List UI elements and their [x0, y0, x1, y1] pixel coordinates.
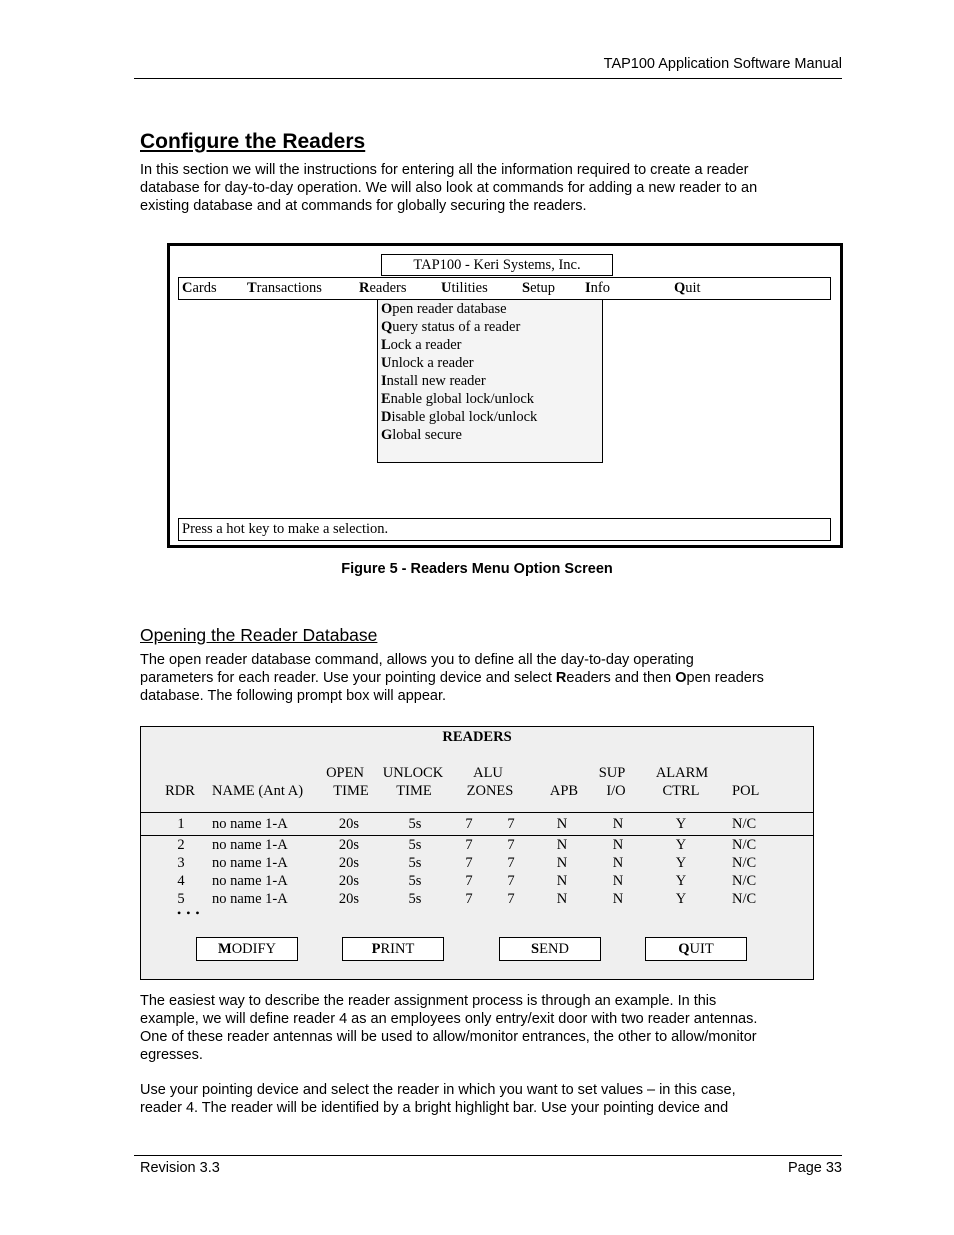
- modify-button[interactable]: MODIFY: [196, 937, 298, 961]
- cell-unlock: 5s: [408, 873, 422, 889]
- cell-open: 20s: [338, 837, 360, 853]
- cell-unlock: 5s: [408, 855, 422, 871]
- cell-alu-b: 7: [507, 816, 515, 832]
- cell-name: no name 1-A: [212, 837, 288, 853]
- cell-rdr: 1: [177, 816, 185, 832]
- intro-line: database for day-to-day operation. We will also look at commands for adding a new reader to an: [140, 180, 758, 196]
- paragraph-line: The open reader database command, allows you to define all the day-to-day operating: [140, 652, 694, 668]
- table-header-divider: [141, 812, 813, 813]
- more-rows-ellipsis: • • •: [177, 906, 201, 920]
- dropdown-item-global-secure[interactable]: Global secure: [381, 427, 462, 443]
- cell-apb: N: [556, 873, 568, 889]
- col-header-unlock: UNLOCK: [382, 765, 444, 781]
- cell-sup: N: [612, 855, 624, 871]
- dropdown-item-unlock-reader[interactable]: Unlock a reader: [381, 355, 474, 371]
- example-paragraph: [140, 992, 830, 1064]
- cell-open: 20s: [338, 891, 360, 907]
- col-header-alu-zones: ZONES: [466, 783, 514, 799]
- dropdown-item-enable-global-lock[interactable]: Enable global lock/unlock: [381, 391, 535, 407]
- cell-rdr: 5: [177, 891, 185, 907]
- cell-apb: N: [556, 855, 568, 871]
- print-button[interactable]: PRINT: [342, 937, 444, 961]
- subsection-heading: Opening the Reader Database: [140, 625, 378, 645]
- menu-item-utilities[interactable]: Utilities: [441, 280, 488, 296]
- dropdown-item-disable-global-lock[interactable]: Disable global lock/unlock: [381, 409, 538, 425]
- cell-alarm: Y: [675, 837, 687, 853]
- table-selected-row-divider: [141, 835, 813, 836]
- cell-unlock: 5s: [408, 891, 422, 907]
- cell-sup: N: [612, 816, 624, 832]
- cell-open: 20s: [338, 816, 360, 832]
- cell-pol: N/C: [732, 837, 757, 853]
- col-header-name: NAME (Ant A): [212, 783, 304, 799]
- pointing-device-paragraph: [140, 1081, 830, 1117]
- cell-apb: N: [556, 816, 568, 832]
- cell-pol: N/C: [732, 816, 757, 832]
- cell-sup: N: [612, 837, 624, 853]
- col-header-sup-io: I/O: [606, 783, 626, 799]
- cell-alarm: Y: [675, 816, 687, 832]
- readers-box-title: READERS: [442, 729, 512, 745]
- paragraph-line: Use your pointing device and select the reader in which you want to set values – in this case,: [140, 1082, 736, 1098]
- dropdown-item-install-new-reader[interactable]: Install new reader: [381, 373, 486, 389]
- dropdown-item-query-status[interactable]: Query status of a reader: [381, 319, 521, 335]
- menu-item-quit[interactable]: Quit: [674, 280, 701, 296]
- paragraph-line: database. The following prompt box will appear.: [140, 688, 447, 704]
- quit-button[interactable]: QUIT: [645, 937, 747, 961]
- window-title: TAP100 - Keri Systems, Inc.: [381, 254, 613, 276]
- footer-revision: Revision 3.3: [140, 1160, 220, 1176]
- footer-page-number: Page 33: [787, 1160, 842, 1176]
- header-rule: [134, 78, 842, 79]
- paragraph-line: reader 4. The reader will be identified by a bright highlight bar. Use your pointing device and: [140, 1100, 729, 1116]
- status-bar: Press a hot key to make a selection.: [178, 518, 831, 541]
- intro-paragraph: [140, 161, 830, 215]
- cell-name: no name 1-A: [212, 855, 288, 871]
- paragraph-line: The easiest way to describe the reader assignment process is through an example. In this: [140, 993, 717, 1009]
- open-database-paragraph: [140, 651, 830, 705]
- menu-bar: [178, 277, 831, 300]
- dropdown-item-lock-reader[interactable]: Lock a reader: [381, 337, 462, 353]
- paragraph-line: example, we will define reader 4 as an employees only entry/exit door with two reader antennas.: [140, 1011, 758, 1027]
- cell-unlock: 5s: [408, 816, 422, 832]
- send-button[interactable]: SEND: [499, 937, 601, 961]
- cell-alu-a: 7: [465, 855, 473, 871]
- cell-alu-b: 7: [507, 855, 515, 871]
- cell-alu-a: 7: [465, 837, 473, 853]
- col-header-sup: SUP: [598, 765, 626, 781]
- readers-dropdown-menu: [377, 299, 603, 463]
- col-header-alu: ALU: [473, 765, 503, 781]
- paragraph-line: parameters for each reader. Use your pointing device and select Readers and then Open readers: [140, 670, 764, 686]
- cell-name: no name 1-A: [212, 816, 288, 832]
- col-header-unlock-time: TIME: [396, 783, 432, 799]
- cell-alu-b: 7: [507, 837, 515, 853]
- col-header-alarm: ALARM: [655, 765, 709, 781]
- cell-alarm: Y: [675, 873, 687, 889]
- cell-alu-a: 7: [465, 891, 473, 907]
- cell-rdr: 3: [177, 855, 185, 871]
- cell-alu-a: 7: [465, 873, 473, 889]
- document-header-title: TAP100 Application Software Manual: [603, 56, 842, 72]
- cell-rdr: 2: [177, 837, 185, 853]
- cell-name: no name 1-A: [212, 891, 288, 907]
- cell-open: 20s: [338, 873, 360, 889]
- cell-sup: N: [612, 873, 624, 889]
- cell-open: 20s: [338, 855, 360, 871]
- cell-alarm: Y: [675, 855, 687, 871]
- section-heading: Configure the Readers: [140, 130, 366, 153]
- col-header-alarm-ctrl: CTRL: [662, 783, 700, 799]
- paragraph-line: One of these reader antennas will be used to allow/monitor entrances, the other to allow/monitor: [140, 1029, 757, 1045]
- dropdown-item-open-reader-database[interactable]: Open reader database: [381, 301, 507, 317]
- menu-item-setup[interactable]: Setup: [522, 280, 556, 296]
- menu-item-transactions[interactable]: Transactions: [247, 280, 322, 296]
- cell-alu-a: 7: [465, 816, 473, 832]
- cell-pol: N/C: [732, 891, 757, 907]
- menu-item-readers[interactable]: Readers: [359, 280, 407, 296]
- col-header-open-time: TIME: [333, 783, 369, 799]
- footer-rule: [134, 1155, 842, 1156]
- cell-name: no name 1-A: [212, 873, 288, 889]
- cell-alu-b: 7: [507, 873, 515, 889]
- cell-alarm: Y: [675, 891, 687, 907]
- cell-unlock: 5s: [408, 837, 422, 853]
- cell-pol: N/C: [732, 855, 757, 871]
- figure-caption: Figure 5 - Readers Menu Option Screen: [341, 561, 613, 577]
- intro-line: In this section we will the instructions for entering all the information required to create a reader: [140, 162, 749, 178]
- cell-apb: N: [556, 891, 568, 907]
- menu-item-info[interactable]: Info: [585, 280, 610, 296]
- col-header-apb: APB: [549, 783, 579, 799]
- cell-apb: N: [556, 837, 568, 853]
- cell-sup: N: [612, 891, 624, 907]
- cell-pol: N/C: [732, 873, 757, 889]
- col-header-open: OPEN: [326, 765, 364, 781]
- cell-alu-b: 7: [507, 891, 515, 907]
- menu-item-cards[interactable]: Cards: [182, 280, 217, 296]
- paragraph-line: egresses.: [140, 1047, 203, 1063]
- cell-rdr: 4: [177, 873, 185, 889]
- col-header-pol: POL: [732, 783, 760, 799]
- col-header-rdr: RDR: [165, 783, 195, 799]
- intro-line: existing database and at commands for globally securing the readers.: [140, 198, 587, 214]
